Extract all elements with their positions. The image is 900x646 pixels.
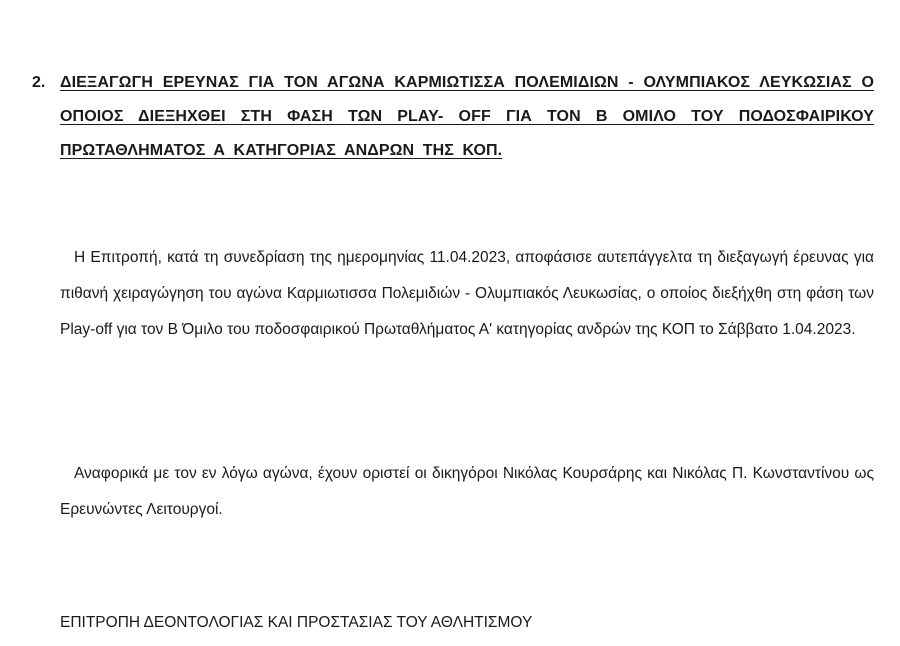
body-paragraph-decision: Η Επιτροπή, κατά τη συνεδρίαση της ημερομηνίας 11.04.2023, αποφάσισε αυτεπάγγελτα τη διεξαγωγή έρευνας για πιθανή χειραγώγηση του αγώνα Καρμιωτισσα Πολεμιδιών - Ολυμπιακός Λευκωσίας, ο οποίος διεξήχθη στη φάση των Play-off για τον Β Όμιλο του ποδοσφαιρικού Πρωταθλήματος Α' κατηγορίας ανδρών της ΚΟΠ το Σάββατο 1.04.2023. xyxy=(60,249,874,338)
committee-signature: ΕΠΙΤΡΟΠΗ ΔΕΟΝΤΟΛΟΓΙΑΣ ΚΑΙ ΠΡΟΣΤΑΣΙΑΣ ΤΟΥ ΑΘΛΗΤΙΣΜΟΥ xyxy=(60,614,533,631)
section-title: ΔΙΕΞΑΓΩΓΗ ΕΡΕΥΝΑΣ ΓΙΑ ΤΟΝ ΑΓΩΝΑ ΚΑΡΜΙΩΤΙΣΣΑ ΠΟΛΕΜΙΔΙΩΝ - ΟΛΥΜΠΙΑΚΟΣ ΛΕΥΚΩΣΙΑΣ Ο ΟΠΟΙΟΣ ΔΙΕΞΗΧΘΕΙ ΣΤΗ ΦΑΣΗ ΤΩΝ PLAY- OFF ΓΙΑ ΤΟΝ Β ΟΜΙΛΟ ΤΟΥ ΠΟΔΟΣΦΑΙΡΙΚΟΥ ΠΡΩΤΑΘΛΗΜΑΤΟΣ Α ΚΑΤΗΓΟΡΙΑΣ ΑΝΔΡΩΝ ΤΗΣ ΚΟΠ. xyxy=(60,74,874,159)
section-number: 2. xyxy=(32,74,46,91)
section-heading xyxy=(32,66,874,168)
body-paragraph-investigators: Αναφορικά με τον εν λόγω αγώνα, έχουν οριστεί οι δικηγόροι Νικόλας Κουρσάρης και Νικόλας Π. Κωνσταντίνου ως Ερευνώντες Λειτουργοί. xyxy=(60,465,874,518)
